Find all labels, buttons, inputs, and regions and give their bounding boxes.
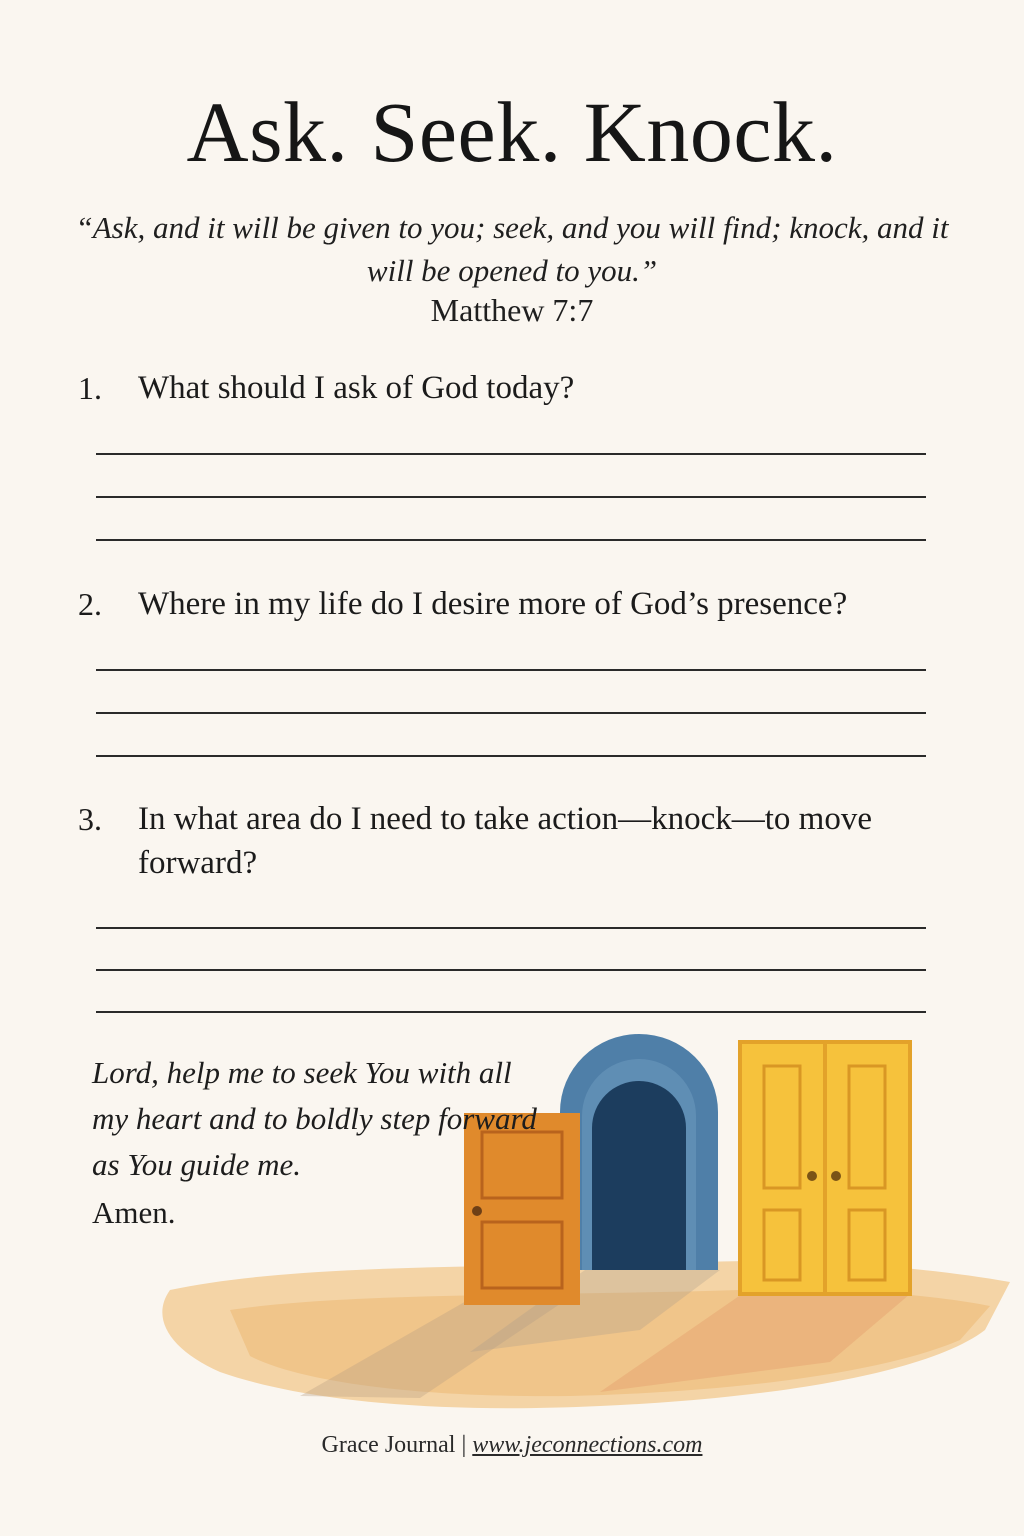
closing-prayer: Lord, help me to seek You with all my heart and to boldly step forward as You guide me. [92, 1055, 537, 1182]
scripture-reference: Matthew 7:7 [430, 292, 594, 328]
question-number: 1. [78, 370, 102, 406]
footer [0, 1432, 1024, 1459]
footer-separator: | [461, 1432, 467, 1458]
answer-line[interactable] [96, 669, 926, 671]
footer-brand: Grace Journal [321, 1432, 456, 1458]
question-number: 2. [78, 586, 102, 622]
answer-line[interactable] [96, 927, 926, 929]
page-title: Ask. Seek. Knock. [186, 84, 838, 180]
question-text: In what area do I need to take action—knock—to move forward? [138, 801, 872, 881]
footer-website-link[interactable]: www.jeconnections.com [472, 1432, 703, 1458]
scripture-quote: “Ask, and it will be given to you; seek, and you will find; knock, and it will be opened to you.” [75, 210, 949, 288]
answer-line[interactable] [96, 712, 926, 714]
prayer-amen: Amen. [92, 1195, 176, 1230]
question-text: Where in my life do I desire more of God’s presence? [138, 586, 848, 622]
yellow-double-door [740, 1042, 910, 1294]
answer-line[interactable] [96, 969, 926, 971]
answer-line[interactable] [96, 1011, 926, 1013]
answer-line[interactable] [96, 496, 926, 498]
blue-arch-door [560, 1034, 718, 1270]
answer-line[interactable] [96, 539, 926, 541]
answer-line[interactable] [96, 755, 926, 757]
answer-line[interactable] [96, 453, 926, 455]
question-number: 3. [78, 801, 102, 837]
question-text: What should I ask of God today? [138, 370, 575, 406]
